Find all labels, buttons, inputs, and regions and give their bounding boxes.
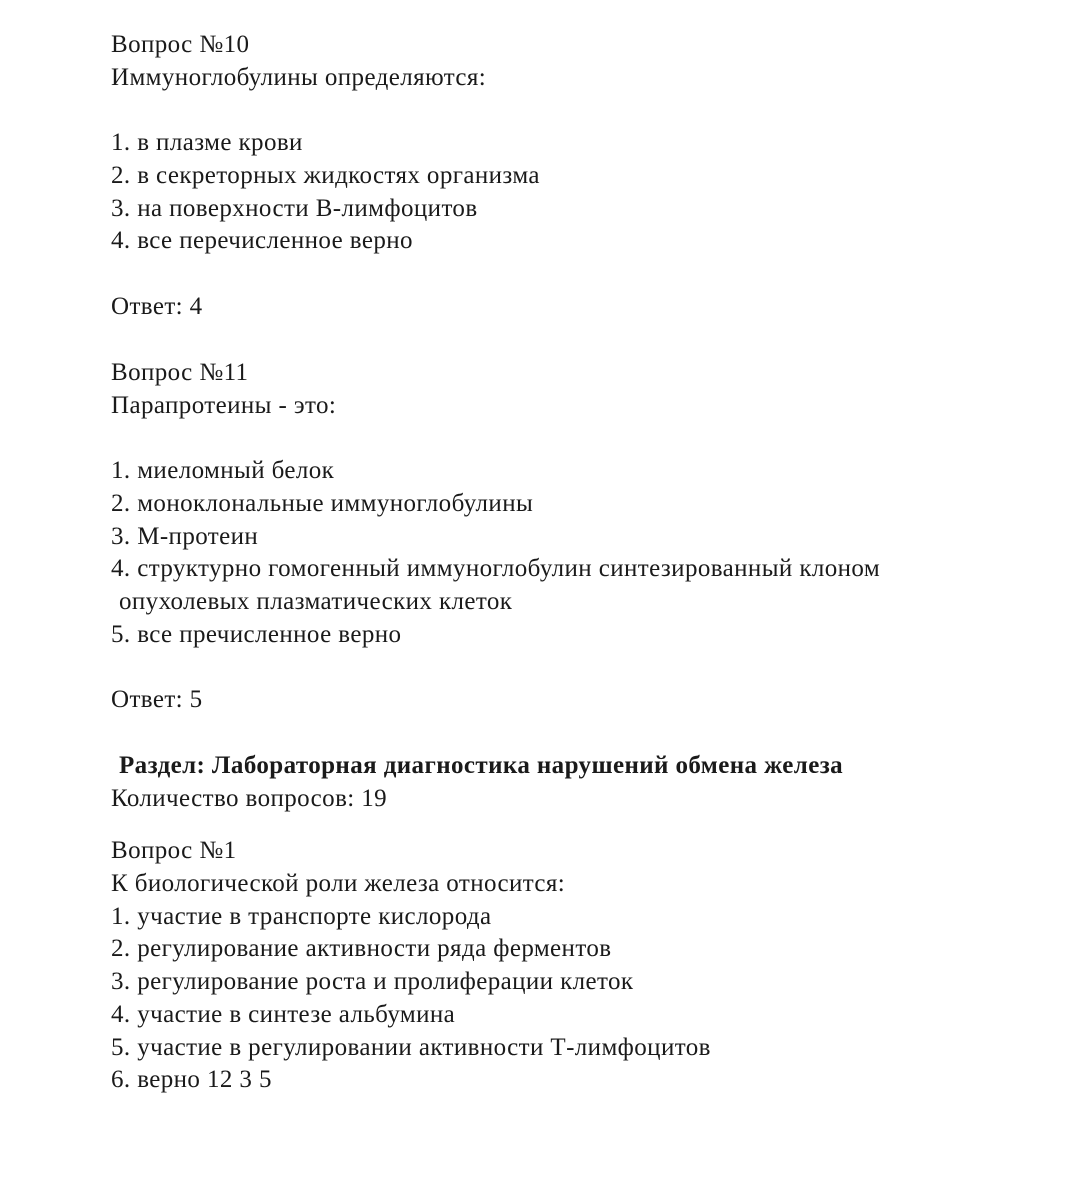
answer-option: 2. регулирование активности ряда ферментов bbox=[111, 935, 612, 963]
answer-option: 2. в секреторных жидкостях организма bbox=[111, 162, 540, 190]
answer-option: 3. регулирование роста и пролиферации клеток bbox=[111, 968, 634, 996]
question-heading: Вопрос №10 bbox=[111, 31, 250, 58]
answer-option: 3. М-протеин bbox=[111, 522, 259, 550]
question-block bbox=[111, 29, 1011, 324]
answer-option: 5. все пречисленное верно bbox=[111, 620, 402, 648]
question-prompt: Парапротеины - это: bbox=[111, 391, 337, 419]
answer-option: 3. на поверхности В-лимфоцитов bbox=[111, 194, 478, 222]
answer-option: 1. в плазме крови bbox=[111, 129, 303, 157]
question-prompt: Иммуноглобулины определяются: bbox=[111, 63, 487, 91]
answer-option: 1. миеломный белок bbox=[111, 457, 335, 485]
correct-answer: Ответ: 5 bbox=[111, 686, 203, 714]
question-block bbox=[111, 357, 1011, 717]
answer-option-continuation: опухолевых плазматических клеток bbox=[119, 587, 513, 615]
answer-option: 4. структурно гомогенный иммуноглобулин синтезированный клоном bbox=[111, 555, 881, 583]
question-count: Количество вопросов: 19 bbox=[111, 784, 388, 812]
answer-option: 5. участие в регулировании активности Т-лимфоцитов bbox=[111, 1033, 711, 1061]
question-prompt: К биологической роли железа относится: bbox=[111, 870, 566, 898]
document-page bbox=[111, 29, 1011, 1097]
section-header bbox=[111, 750, 1011, 815]
question-heading: Вопрос №1 bbox=[111, 837, 237, 865]
section-title: Раздел: Лабораторная диагностика нарушений обмена железа bbox=[119, 752, 844, 779]
answer-option: 2. моноклональные иммуноглобулины bbox=[111, 489, 534, 517]
correct-answer: Ответ: 4 bbox=[111, 293, 203, 321]
answer-option: 1. участие в транспорте кислорода bbox=[111, 902, 492, 930]
question-heading: Вопрос №11 bbox=[111, 358, 249, 386]
answer-option: 4. все перечисленное верно bbox=[111, 227, 413, 255]
answer-option: 4. участие в синтезе альбумина bbox=[111, 1000, 456, 1028]
question-block bbox=[111, 835, 1011, 1097]
answer-option: 6. верно 12 3 5 bbox=[111, 1066, 272, 1094]
